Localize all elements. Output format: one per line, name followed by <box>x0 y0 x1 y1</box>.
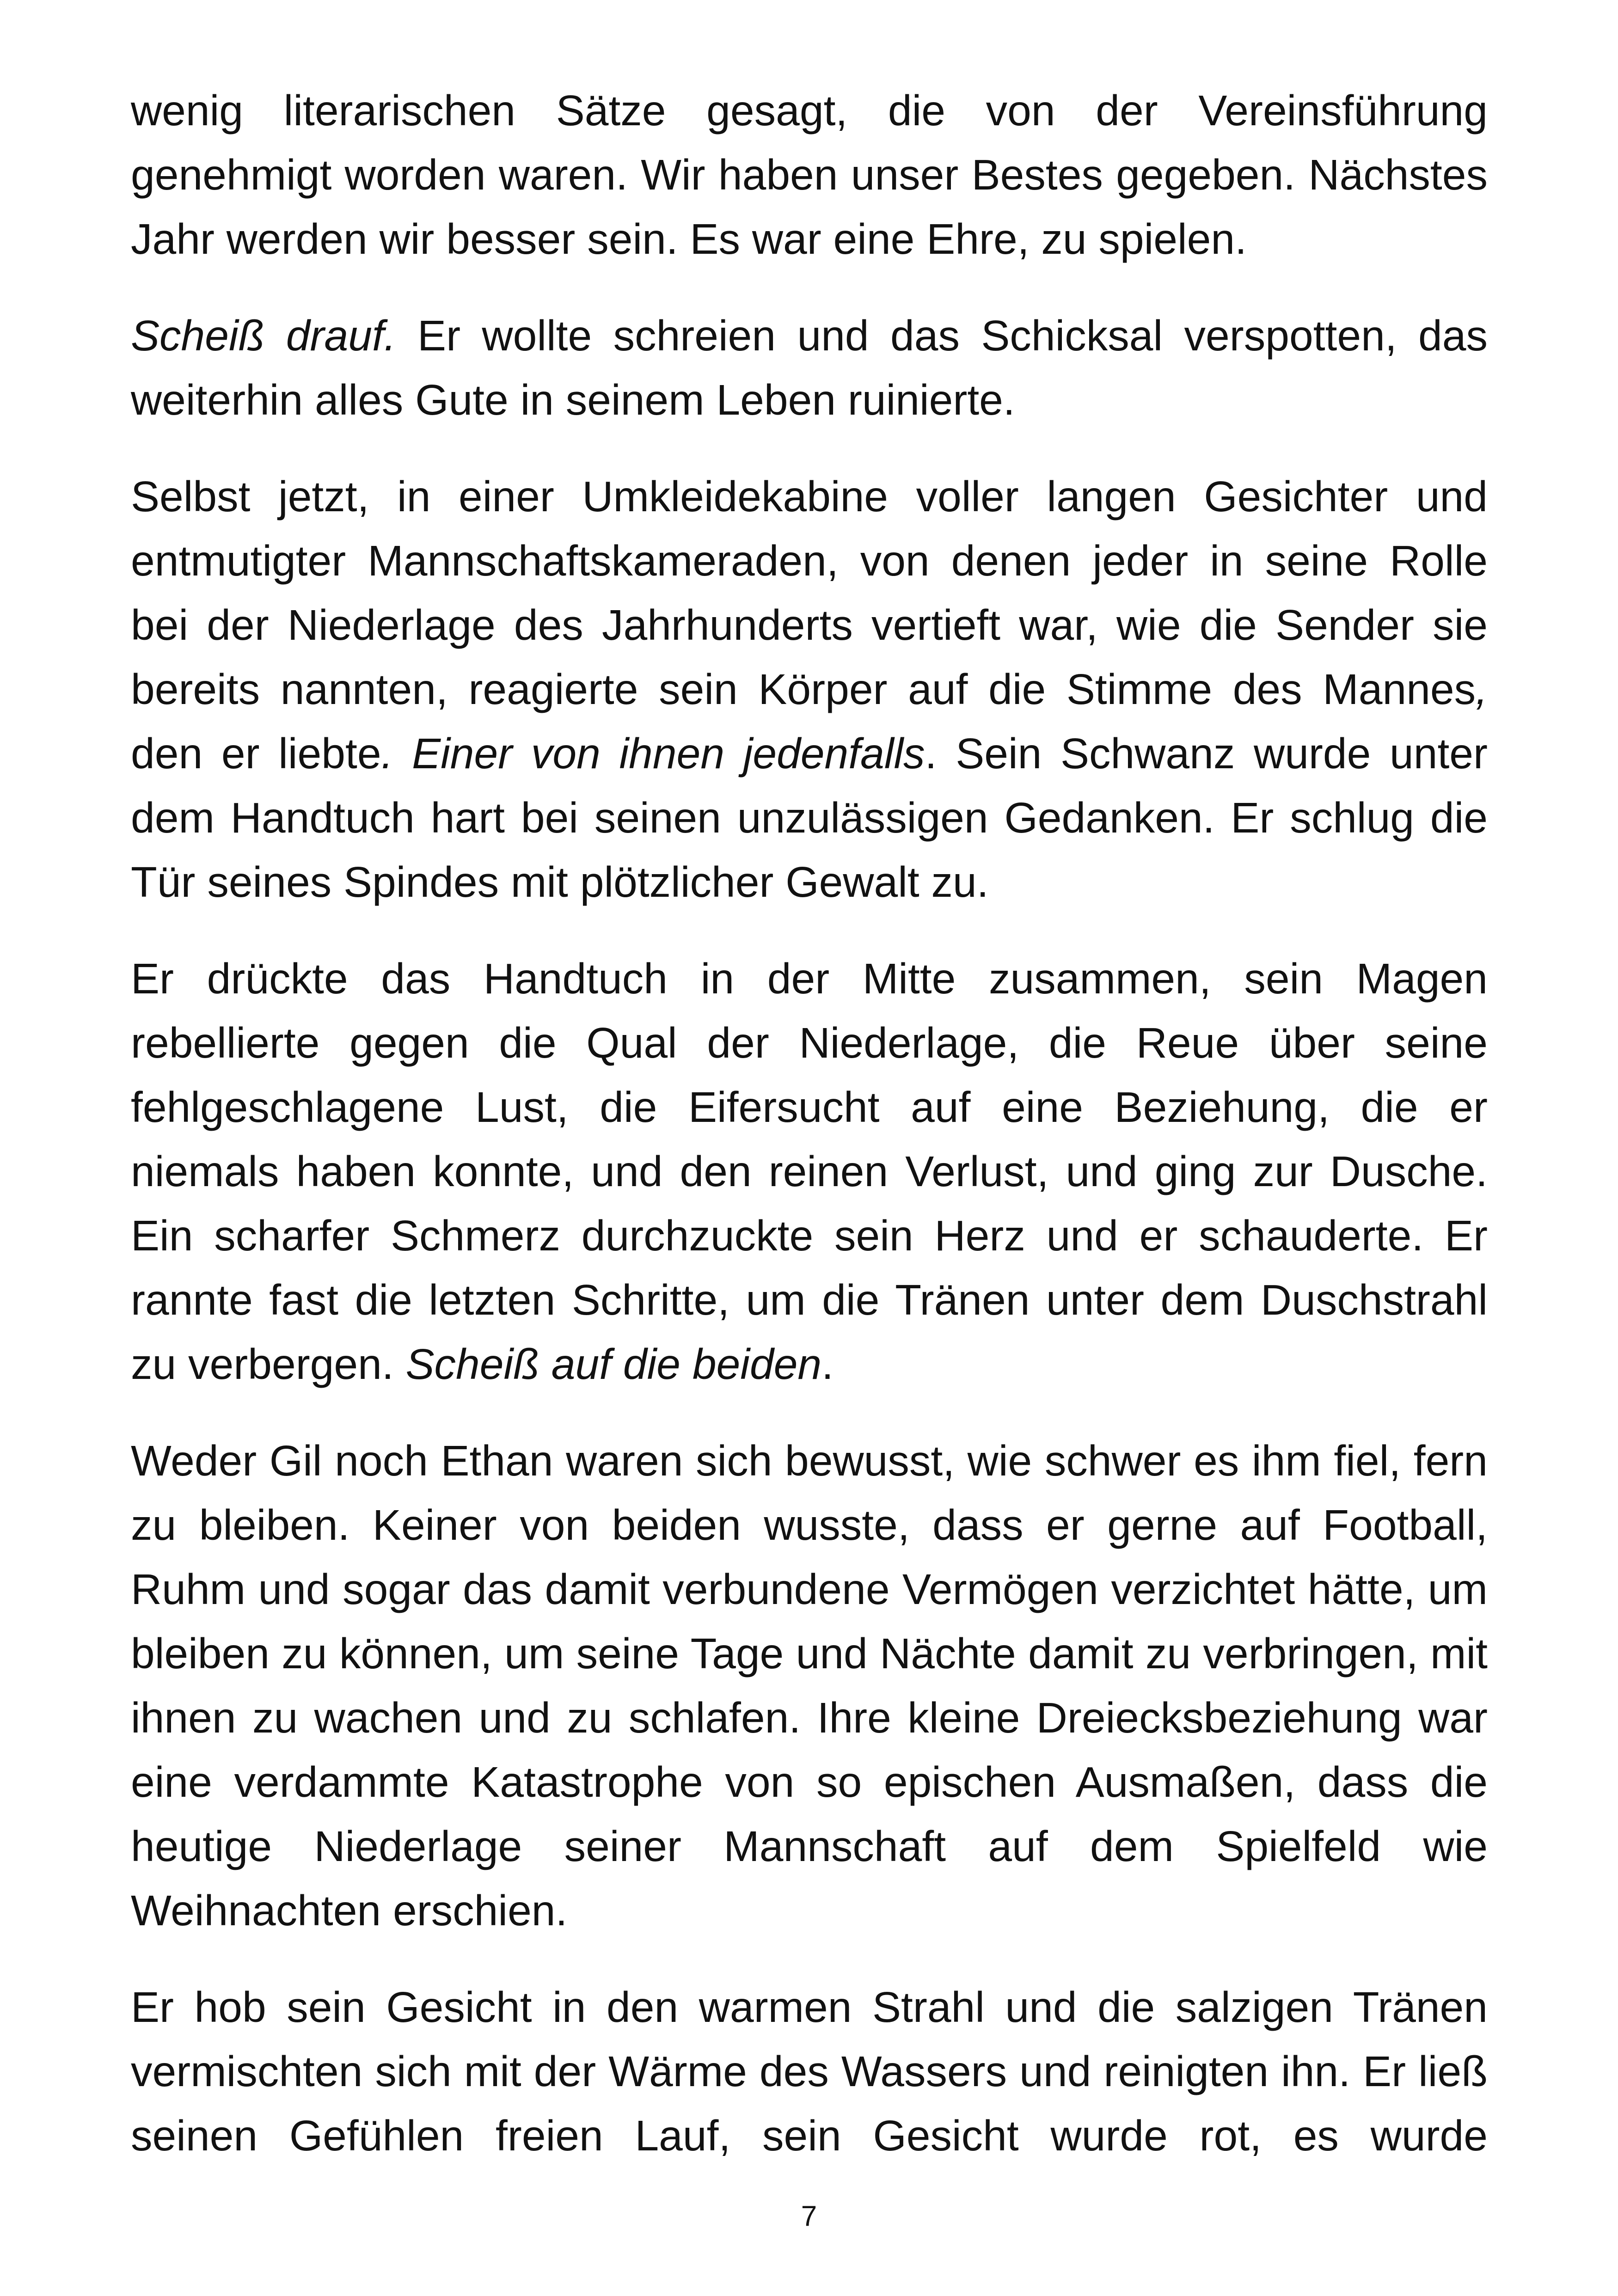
paragraph <box>131 1975 1488 2168</box>
page-number: 7 <box>801 2200 817 2232</box>
paragraph <box>131 1429 1488 1943</box>
text-segment: den er liebte <box>131 729 381 778</box>
text-segment: . Sein Schwanz wurde unter dem Handtuch hart bei seinen unzulässigen Gedanken. Er schlug die Tür seines Spindes mit plötzlicher Gewalt zu. <box>131 729 1488 906</box>
text-segment: Weder Gil noch Ethan waren sich bewusst, wie schwer es ihm fiel, fern zu bleiben. Keiner von beiden wusste, dass er gerne auf Football, Ruhm und sogar das damit verbundene Vermögen verzichtet hätte, um bleiben zu können, um seine Tage und Nächte damit zu verbringen, mit ihnen zu wachen und zu schlafen. Ihre kleine Dreiecksbeziehung war eine verdammte Katastrophe von so epischen Ausmaßen, dass die heutige Niederlage seiner Mannschaft auf dem Spielfeld wie Weihnachten erschien. <box>131 1437 1488 1935</box>
italic-text-segment: Scheiß auf die beiden <box>405 1340 822 1388</box>
italic-text-segment: , <box>1476 665 1488 713</box>
paragraph <box>131 304 1488 432</box>
text-segment: Selbst jetzt, in einer Umkleidekabine voller langen Gesichter und entmutigter Mannschaftskameraden, von denen jeder in seine Rolle bei der Niederlage des Jahrhunderts vertieft war, wie die Sender sie bereits nannten, reagierte sein Körper auf die Stimme des Mannes <box>131 472 1488 713</box>
text-segment: . <box>821 1340 834 1388</box>
italic-text-segment: . Einer von ihnen jedenfalls <box>381 729 925 778</box>
paragraph <box>131 465 1488 914</box>
paragraph <box>131 947 1488 1396</box>
text-segment: Er hob sein Gesicht in den warmen Strahl und die salzigen Tränen vermischten sich mit der Wärme des Wassers und reinigten ihn. Er ließ seinen Gefühlen freien Lauf, sein Gesicht wurde rot, es wurde <box>131 1983 1488 2160</box>
text-segment: Er drückte das Handtuch in der Mitte zusammen, sein Magen rebellierte gegen die Qual der Niederlage, die Reue über seine fehlgeschlagene Lust, die Eifersucht auf eine Beziehung, die er niemals haben konnte, und den reinen Verlust, und ging zur Dusche. Ein scharfer Schmerz durchzuckte sein Herz und er schauderte. Er rannte fast die letzten Schritte, um die Tränen unter dem Duschstrahl zu verbergen. <box>131 955 1488 1388</box>
text-segment: wenig literarischen Sätze gesagt, die von der Vereinsführung genehmigt worden waren. Wir haben unser Bestes gegeben. Nächstes Jahr werden wir besser sein. Es war eine Ehre, zu spielen. <box>131 86 1488 263</box>
body-text <box>131 79 1488 2200</box>
italic-text-segment: Scheiß drauf. <box>131 312 396 360</box>
text-segment: Er wollte schreien und das Schicksal verspotten, das weiterhin alles Gute in seinem Leben ruinierte. <box>131 312 1488 424</box>
paragraph <box>131 79 1488 271</box>
